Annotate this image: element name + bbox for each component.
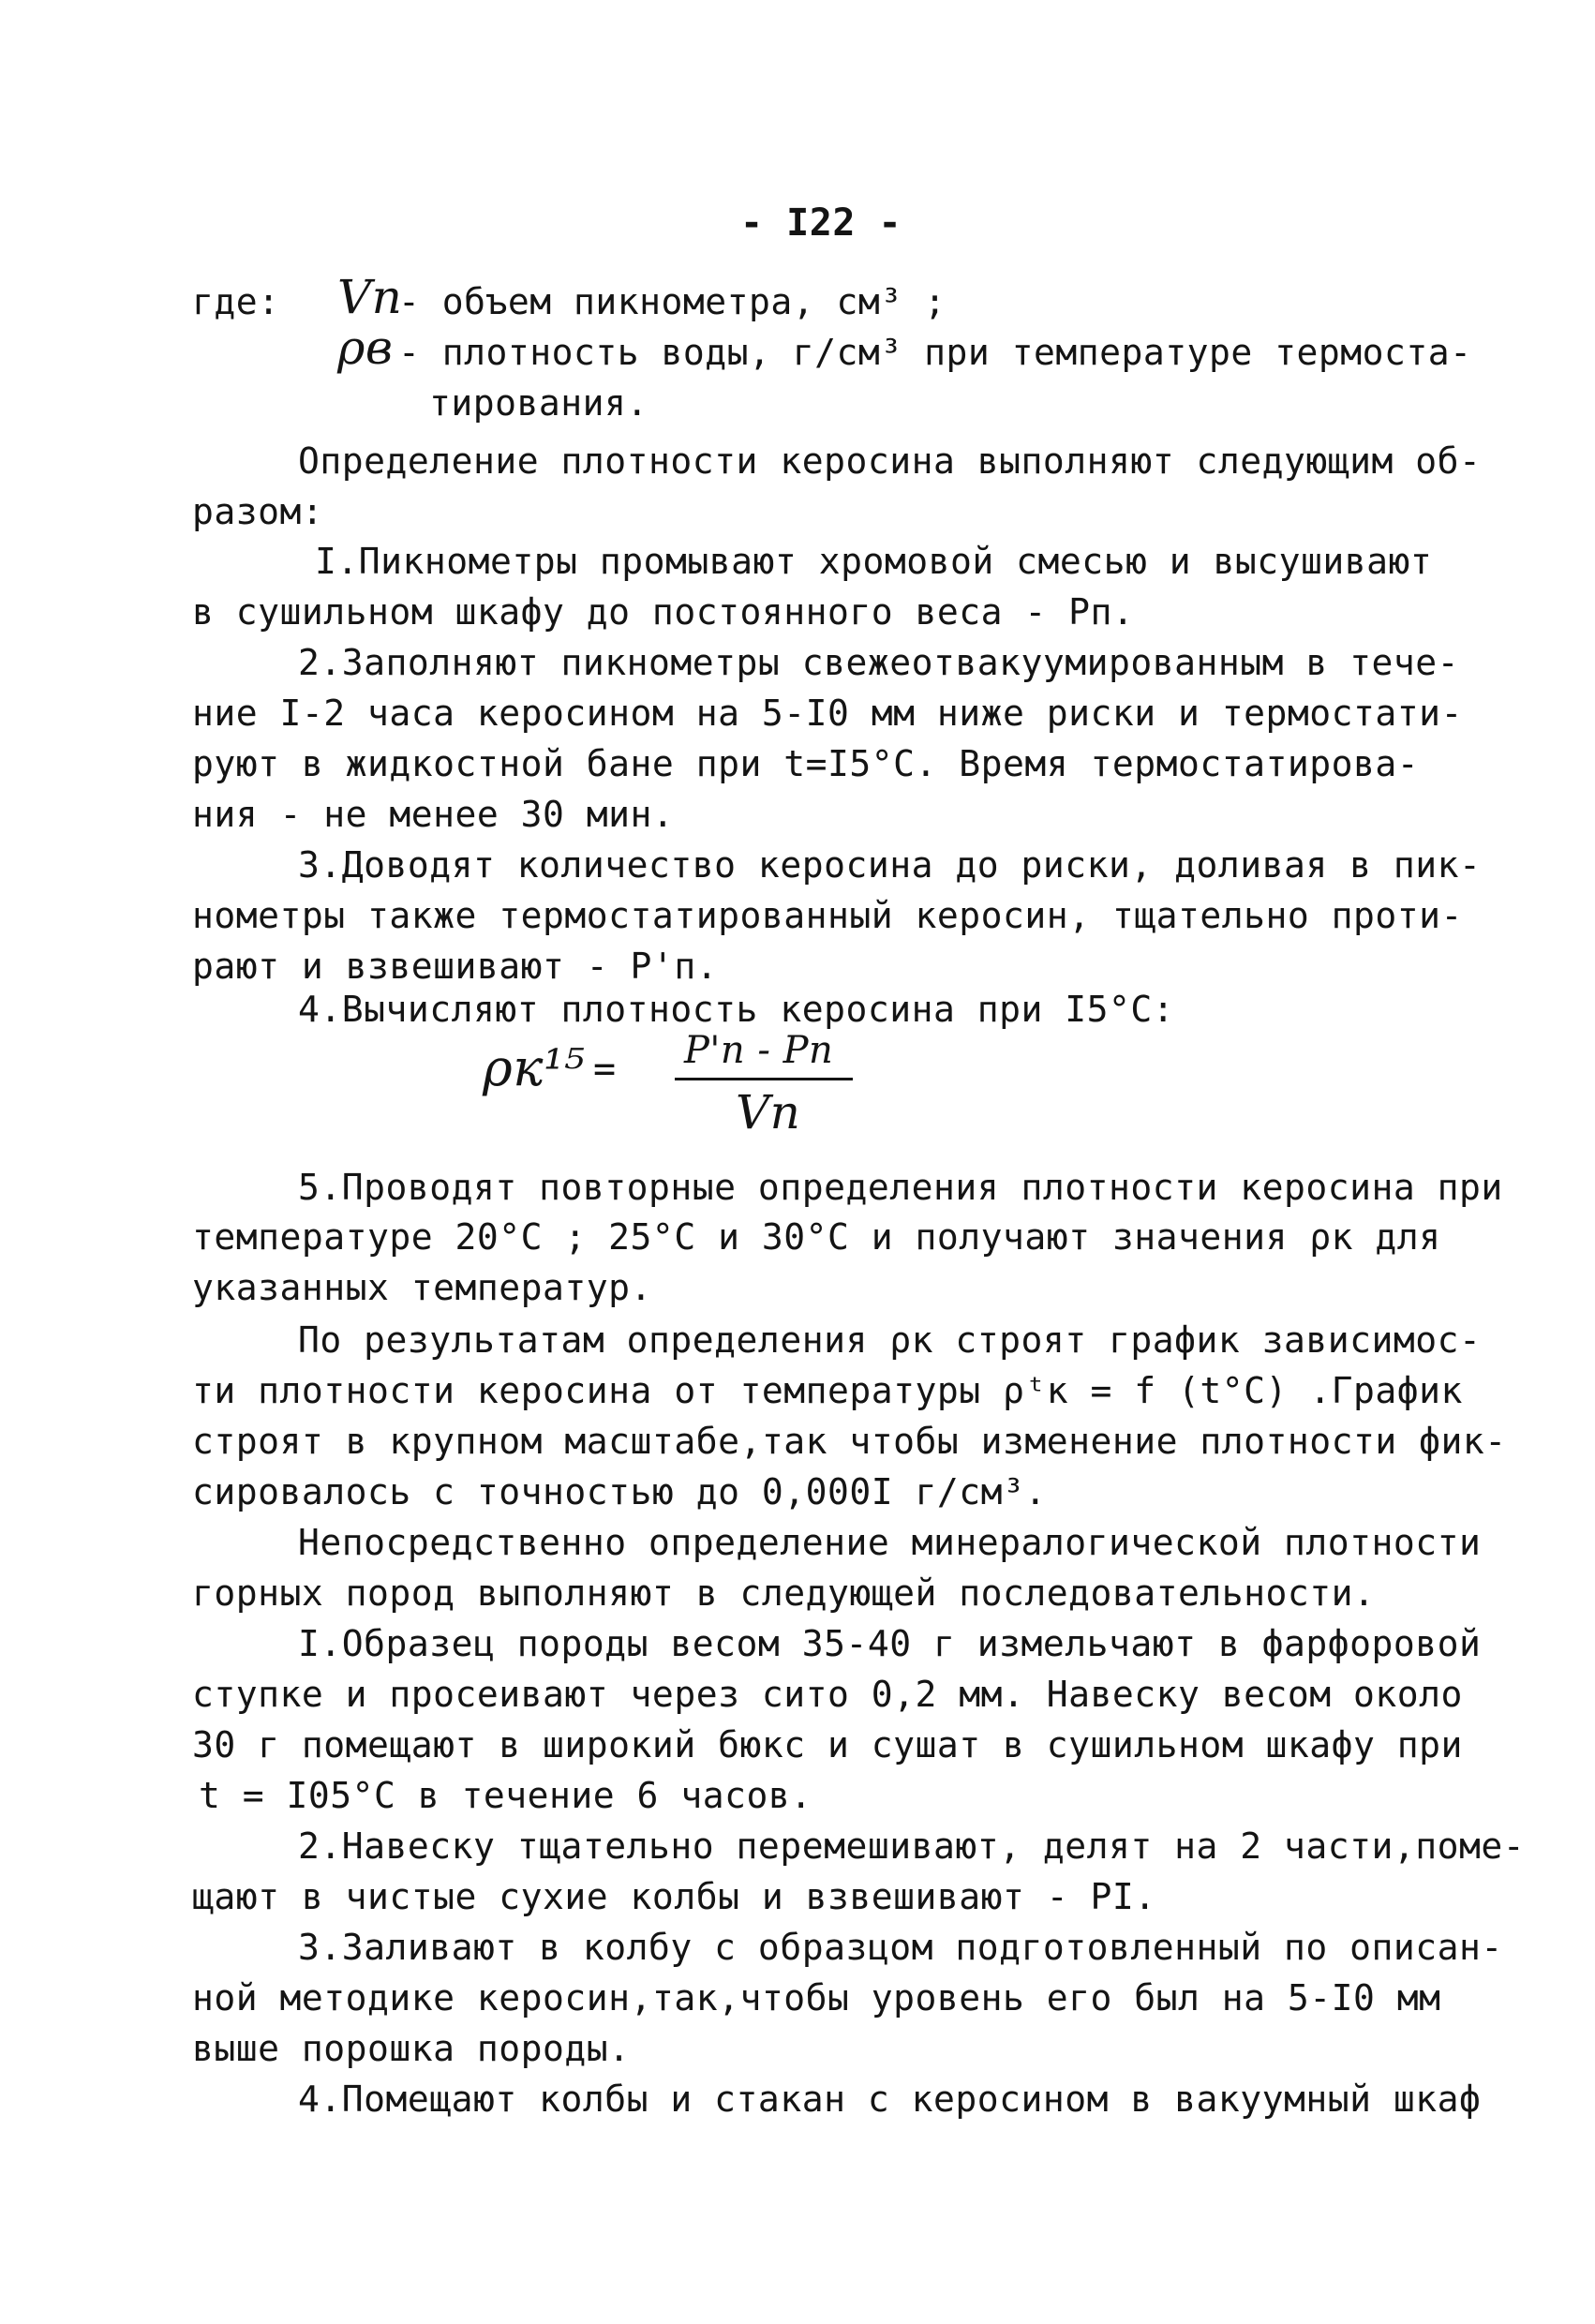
- text-line: I.Пикнометры промывают хромовой смесью и высушивают: [315, 541, 1433, 582]
- text-line: нометры также термостатированный керосин, тщательно проти-: [192, 895, 1463, 936]
- vp-definition: - объем пикнометра, см³ ;: [398, 281, 947, 322]
- formula-denominator: Vп: [736, 1085, 801, 1140]
- text-line: Определение плотности керосина выполняют следующим об-: [298, 440, 1482, 482]
- fraction-bar: [675, 1078, 853, 1080]
- text-line: 2.Заполняют пикнометры свежеотвакуумированным в тече-: [298, 642, 1460, 683]
- text-line: ние I-2 часа керосином на 5-I0 мм ниже риски и термостати-: [192, 693, 1463, 734]
- formula-numerator: P'п - Pп: [684, 1029, 834, 1072]
- formula-equals: =: [593, 1048, 617, 1091]
- text-line: ной методике керосин,так,чтобы уровень его был на 5-I0 мм: [192, 1977, 1441, 2019]
- text-line: рают и взвешивают - P'п.: [192, 946, 719, 987]
- rho-water-symbol: ρв: [337, 320, 394, 375]
- formula-lhs: ρк¹⁵: [483, 1038, 586, 1097]
- text-line: По результатам определения ρк строят график зависимос-: [298, 1319, 1482, 1361]
- text-line: 30 г помещают в широкий бюкс и сушат в сушильном шкафу при: [192, 1724, 1463, 1765]
- where-label: где:: [192, 281, 280, 322]
- text-line: указанных температур.: [192, 1267, 652, 1308]
- text-line: 5.Проводят повторные определения плотности керосина при: [298, 1167, 1503, 1208]
- text-line: I.Образец породы весом 35-40 г измельчают в фарфоровой: [298, 1623, 1482, 1664]
- density-formula: [483, 1029, 876, 1140]
- rho-water-definition-cont: тирования.: [429, 382, 648, 424]
- text-line: 3.Заливают в колбу с образцом подготовленный по описан-: [298, 1927, 1503, 1968]
- text-line: 4.Вычисляют плотность керосина при I5°C:: [298, 989, 1175, 1030]
- text-line: t = I05°C в течение 6 часов.: [199, 1775, 812, 1816]
- text-line: разом:: [192, 491, 324, 532]
- text-line: температуре 20°C ; 25°C и 30°C и получают значения ρк для: [192, 1216, 1441, 1258]
- rho-water-definition: - плотность воды, г/см³ при температуре термоста-: [398, 332, 1472, 373]
- text-line: 2.Навеску тщательно перемешивают, делят на 2 части,поме-: [298, 1825, 1526, 1867]
- text-line: ния - не менее 30 мин.: [192, 794, 675, 835]
- text-line: руют в жидкостной бане при t=I5°C. Время термостатирова-: [192, 743, 1420, 784]
- text-line: сировалось с точностью до 0,000I г/см³.: [192, 1471, 1047, 1512]
- vp-symbol: Vп: [337, 270, 403, 324]
- text-line: строят в крупном масштабе,так чтобы изменение плотности фик-: [192, 1421, 1507, 1462]
- text-line: в сушильном шкафу до постоянного веса - Pп.: [192, 591, 1135, 633]
- text-line: 3.Доводят количество керосина до риски, доливая в пик-: [298, 844, 1482, 886]
- page-number: - I22 -: [740, 201, 902, 245]
- text-line: ти плотности керосина от температуры ρᵗк = f (t°C) .График: [192, 1370, 1463, 1411]
- text-line: Непосредственно определение минералогической плотности: [298, 1522, 1482, 1563]
- text-line: щают в чистые сухие колбы и взвешивают - PI.: [192, 1876, 1156, 1917]
- text-line: 4.Помещают колбы и стакан с керосином в вакуумный шкаф: [298, 2078, 1482, 2120]
- text-line: горных пород выполняют в следующей последовательности.: [192, 1572, 1376, 1614]
- text-line: ступке и просеивают через сито 0,2 мм. Навеску весом около: [192, 1674, 1463, 1715]
- text-line: выше порошка породы.: [192, 2028, 631, 2069]
